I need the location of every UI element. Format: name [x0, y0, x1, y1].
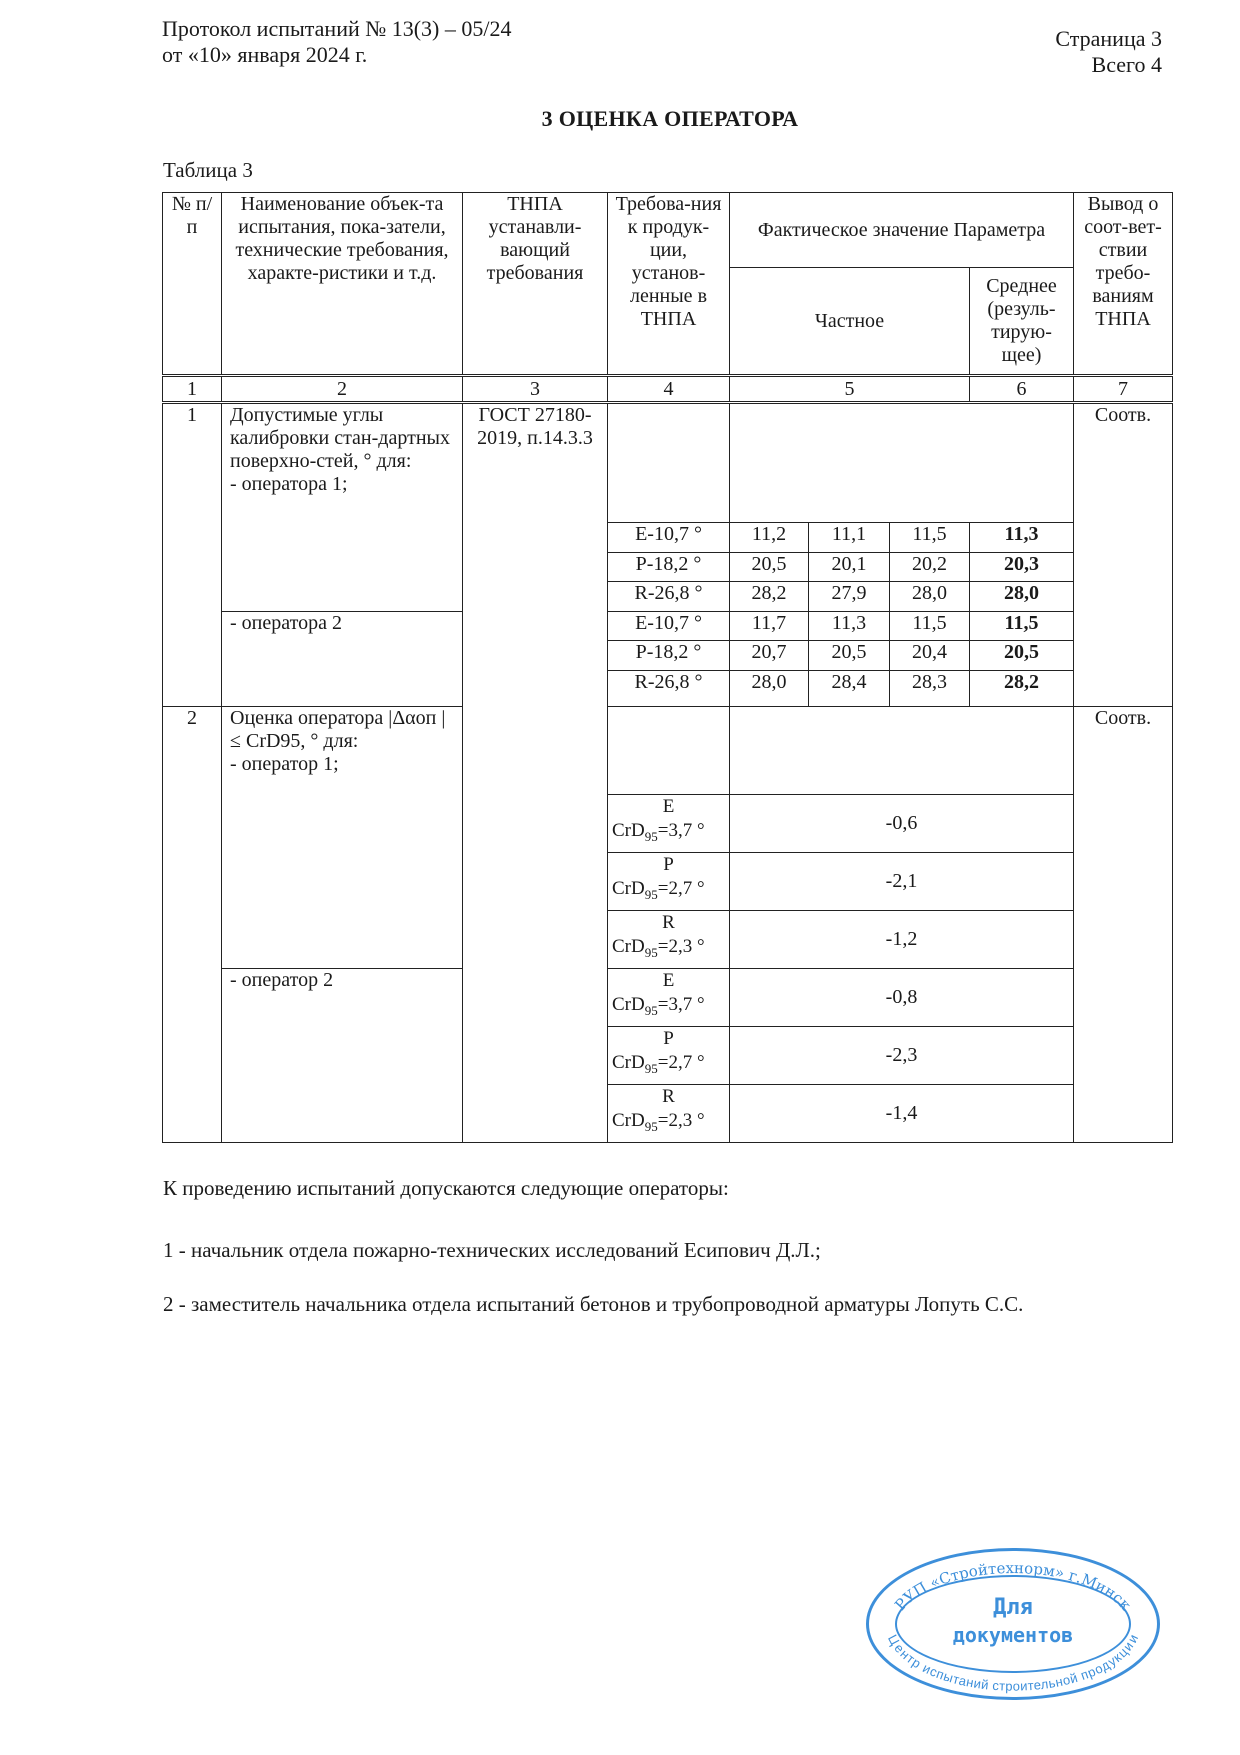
row-name — [222, 707, 463, 969]
operator-label: - оператора 2 — [222, 612, 463, 707]
value: 28,0 — [890, 582, 970, 612]
mean-value: 20,5 — [970, 641, 1074, 671]
header-conclusion: Вывод о соот-вет-ствии требо-ваниям ТНПА — [1074, 193, 1173, 376]
crd-subscript: 95 — [644, 828, 658, 844]
row-conclusion: Соотв. — [1074, 707, 1173, 1143]
value: 28,4 — [809, 671, 890, 707]
crd-label: CrD — [612, 820, 645, 841]
requirement: R-26,8 ° — [608, 671, 730, 707]
value: 20,5 — [809, 641, 890, 671]
mean-value: 11,3 — [970, 523, 1074, 553]
requirement-empty — [608, 403, 730, 523]
crd-label: CrD — [612, 878, 645, 899]
stamp-center-line2: документов — [952, 1623, 1074, 1647]
mean-value: 28,0 — [970, 582, 1074, 612]
crd-requirement — [608, 795, 730, 853]
crd-requirement — [608, 1085, 730, 1143]
value: 11,5 — [890, 523, 970, 553]
crd-subscript: 95 — [644, 886, 658, 902]
section-title: 3 ОЦЕНКА ОПЕРАТОРА — [541, 106, 799, 131]
header-num: № п/п — [163, 193, 222, 376]
value: 27,9 — [809, 582, 890, 612]
value-empty — [730, 403, 1074, 523]
protocol-number: Протокол испытаний № 13(3) – 05/24 — [162, 16, 512, 41]
crd-value: =2,3 ° — [657, 936, 705, 957]
value-empty — [730, 707, 1074, 795]
assessment-result: -2,3 — [730, 1027, 1074, 1085]
value: 11,3 — [809, 612, 890, 641]
operator-label: - оператор 2 — [222, 969, 463, 1143]
stamp-center-line1: Для — [993, 1595, 1033, 1620]
crd-subscript: 95 — [644, 1060, 658, 1076]
value: 11,2 — [730, 523, 809, 553]
header-requirements: Требова-ния к продук-ции, установ-ленные в ТНПА — [608, 193, 730, 376]
requirement: R-26,8 ° — [608, 582, 730, 612]
row-name-text: Допустимые углы калибровки стан-дартных поверхно-стей, ° для: — [230, 404, 450, 472]
operator-label: - оператора 1; — [230, 473, 348, 495]
value: 11,5 — [890, 612, 970, 641]
value: 20,4 — [890, 641, 970, 671]
assessment-result: -1,4 — [730, 1085, 1074, 1143]
crd-requirement — [608, 853, 730, 911]
assessment-row — [163, 969, 1173, 1027]
colnum-2: 2 — [222, 376, 463, 403]
axis-letter: P — [663, 854, 674, 875]
value: 28,3 — [890, 671, 970, 707]
value: 20,1 — [809, 553, 890, 582]
table-caption: Таблица 3 — [163, 158, 253, 182]
header-partial: Частное — [730, 268, 970, 376]
requirement: P-18,2 ° — [608, 553, 730, 582]
operators-intro: К проведению испытаний допускаются следующие операторы: — [163, 1176, 729, 1200]
page-number: Страница 3 — [1055, 26, 1162, 51]
assessment-result: -1,2 — [730, 911, 1074, 969]
table-row — [163, 707, 1173, 795]
crd-label: CrD — [612, 1052, 645, 1073]
row-number: 2 — [163, 707, 222, 1143]
axis-letter: P — [663, 1028, 674, 1049]
organization-stamp — [866, 1548, 1160, 1700]
row-tnpa: ГОСТ 27180-2019, п.14.3.3 — [463, 403, 608, 1143]
value: 11,1 — [809, 523, 890, 553]
axis-letter: R — [662, 1086, 675, 1107]
value: 20,2 — [890, 553, 970, 582]
crd-value: =3,7 ° — [657, 820, 705, 841]
value: 28,0 — [730, 671, 809, 707]
requirement: E-10,7 ° — [608, 523, 730, 553]
crd-label: CrD — [612, 1110, 645, 1131]
axis-letter: E — [662, 796, 675, 817]
mean-value: 28,2 — [970, 671, 1074, 707]
crd-subscript: 95 — [644, 1002, 658, 1018]
colnum-4: 4 — [608, 376, 730, 403]
crd-subscript: 95 — [644, 944, 658, 960]
assessment-result: -2,1 — [730, 853, 1074, 911]
mean-value: 20,3 — [970, 553, 1074, 582]
axis-letter: E — [662, 970, 675, 991]
crd-subscript: 95 — [644, 1118, 658, 1134]
measurement-row — [163, 612, 1173, 641]
row-conclusion: Соотв. — [1074, 403, 1173, 707]
row-name — [222, 403, 463, 612]
stamp-top-text: РУП «Стройтехнорм» г.Минск — [891, 1558, 1135, 1614]
value: 28,2 — [730, 582, 809, 612]
header-actual-value: Фактическое значение Параметра — [730, 193, 1074, 268]
row-name-text: Оценка оператора |Δαоп | ≤ CrD95, ° для: — [230, 707, 446, 752]
assessment-result: -0,6 — [730, 795, 1074, 853]
colnum-3: 3 — [463, 376, 608, 403]
crd-requirement — [608, 911, 730, 969]
protocol-date: от «10» января 2024 г. — [162, 42, 368, 67]
colnum-7: 7 — [1074, 376, 1173, 403]
mean-value: 11,5 — [970, 612, 1074, 641]
crd-value: =2,3 ° — [657, 1110, 705, 1131]
page-total: Всего 4 — [1091, 52, 1162, 77]
value: 20,7 — [730, 641, 809, 671]
header-name: Наименование объек-та испытания, пока-затели, технические требования, характе-ристики и т.д. — [222, 193, 463, 376]
crd-requirement — [608, 1027, 730, 1085]
crd-requirement — [608, 969, 730, 1027]
operator-1-line: 1 - начальник отдела пожарно-технических исследований Есипович Д.Л.; — [163, 1238, 821, 1262]
requirement: P-18,2 ° — [608, 641, 730, 671]
axis-letter: R — [662, 912, 675, 933]
table-row — [163, 403, 1173, 523]
crd-label: CrD — [612, 936, 645, 957]
document-header-left — [162, 16, 512, 68]
header-tnpa: ТНПА устанавли-вающий требования — [463, 193, 608, 376]
header-mean: Среднее (резуль-тирую-щее) — [970, 268, 1074, 376]
requirement-empty — [608, 707, 730, 795]
value: 11,7 — [730, 612, 809, 641]
requirement: E-10,7 ° — [608, 612, 730, 641]
operator-assessment-table — [162, 192, 1173, 1143]
colnum-1: 1 — [163, 376, 222, 403]
crd-label: CrD — [612, 994, 645, 1015]
assessment-result: -0,8 — [730, 969, 1074, 1027]
value: 20,5 — [730, 553, 809, 582]
colnum-5: 5 — [730, 376, 970, 403]
operator-label: - оператор 1; — [230, 753, 339, 775]
crd-value: =3,7 ° — [657, 994, 705, 1015]
operator-2-line: 2 - заместитель начальника отдела испытаний бетонов и трубопроводной арматуры Лопуть С.С. — [163, 1292, 1024, 1316]
crd-value: =2,7 ° — [657, 878, 705, 899]
row-number: 1 — [163, 403, 222, 707]
colnum-6: 6 — [970, 376, 1074, 403]
document-header-right — [1055, 26, 1162, 78]
stamp-bottom-text: Центр испытаний строительной продукции — [884, 1632, 1142, 1694]
crd-value: =2,7 ° — [657, 1052, 705, 1073]
